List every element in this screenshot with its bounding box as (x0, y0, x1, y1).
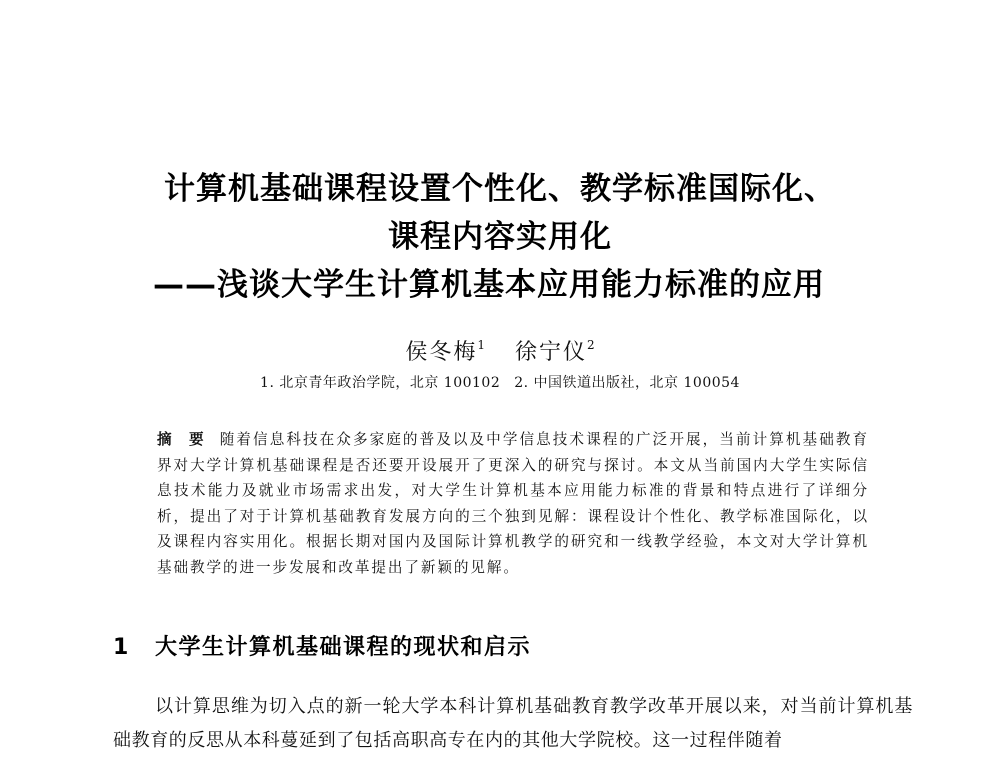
author-name: 侯冬梅 (405, 340, 478, 365)
abstract-text: 随着信息科技在众多家庭的普及以及中学信息技术课程的广泛开展，当前计算机基础教育界对大学计算机基础课程是否还要开设展开了更深入的研究与探讨。本文从当前国内大学生实际信息技术能力及就业市场需求出发，对大学生计算机基本应用能力标准的背景和特点进行了详细分析，提出了对于计算机基础教育发展方向的三个独到见解：课程设计个性化、教学标准国际化，以及课程内容实用化。根据长期对国内及国际计算机教学的研究和一线教学经验，本文对大学计算机基础教学的进一步发展和改革提出了新颖的见解。 (157, 431, 869, 576)
title-line-2: 课程内容实用化 (388, 219, 612, 255)
author-affiliation-mark: 2 (587, 337, 595, 352)
body-paragraph: 以计算思维为切入点的新一轮大学本科计算机基础教育教学改革开展以来，对当前计算机基础教育的反思从本科蔓延到了包括高职高专在内的其他大学院校。这一过程伴随着 (113, 696, 913, 751)
affiliation: 1. 北京青年政治学院，北京 100102 (260, 375, 501, 391)
paper-title (100, 165, 900, 309)
abstract (157, 427, 869, 580)
title-line-1: 计算机基础课程设置个性化、教学标准国际化、 (164, 171, 836, 207)
subtitle: ——浅谈大学生计算机基本应用能力标准的应用 (153, 267, 825, 303)
section-heading (113, 630, 531, 661)
affiliation: 2. 中国铁道出版社，北京 100054 (514, 375, 740, 391)
section-number: 1 (113, 635, 130, 660)
affiliation-list (0, 372, 1000, 392)
author-name: 徐宁仪 (515, 340, 588, 365)
abstract-label: 摘 要 (157, 431, 210, 448)
author-list (0, 335, 1000, 366)
section-title: 大学生计算机基础课程的现状和启示 (155, 635, 532, 660)
author-affiliation-mark: 1 (477, 337, 485, 352)
